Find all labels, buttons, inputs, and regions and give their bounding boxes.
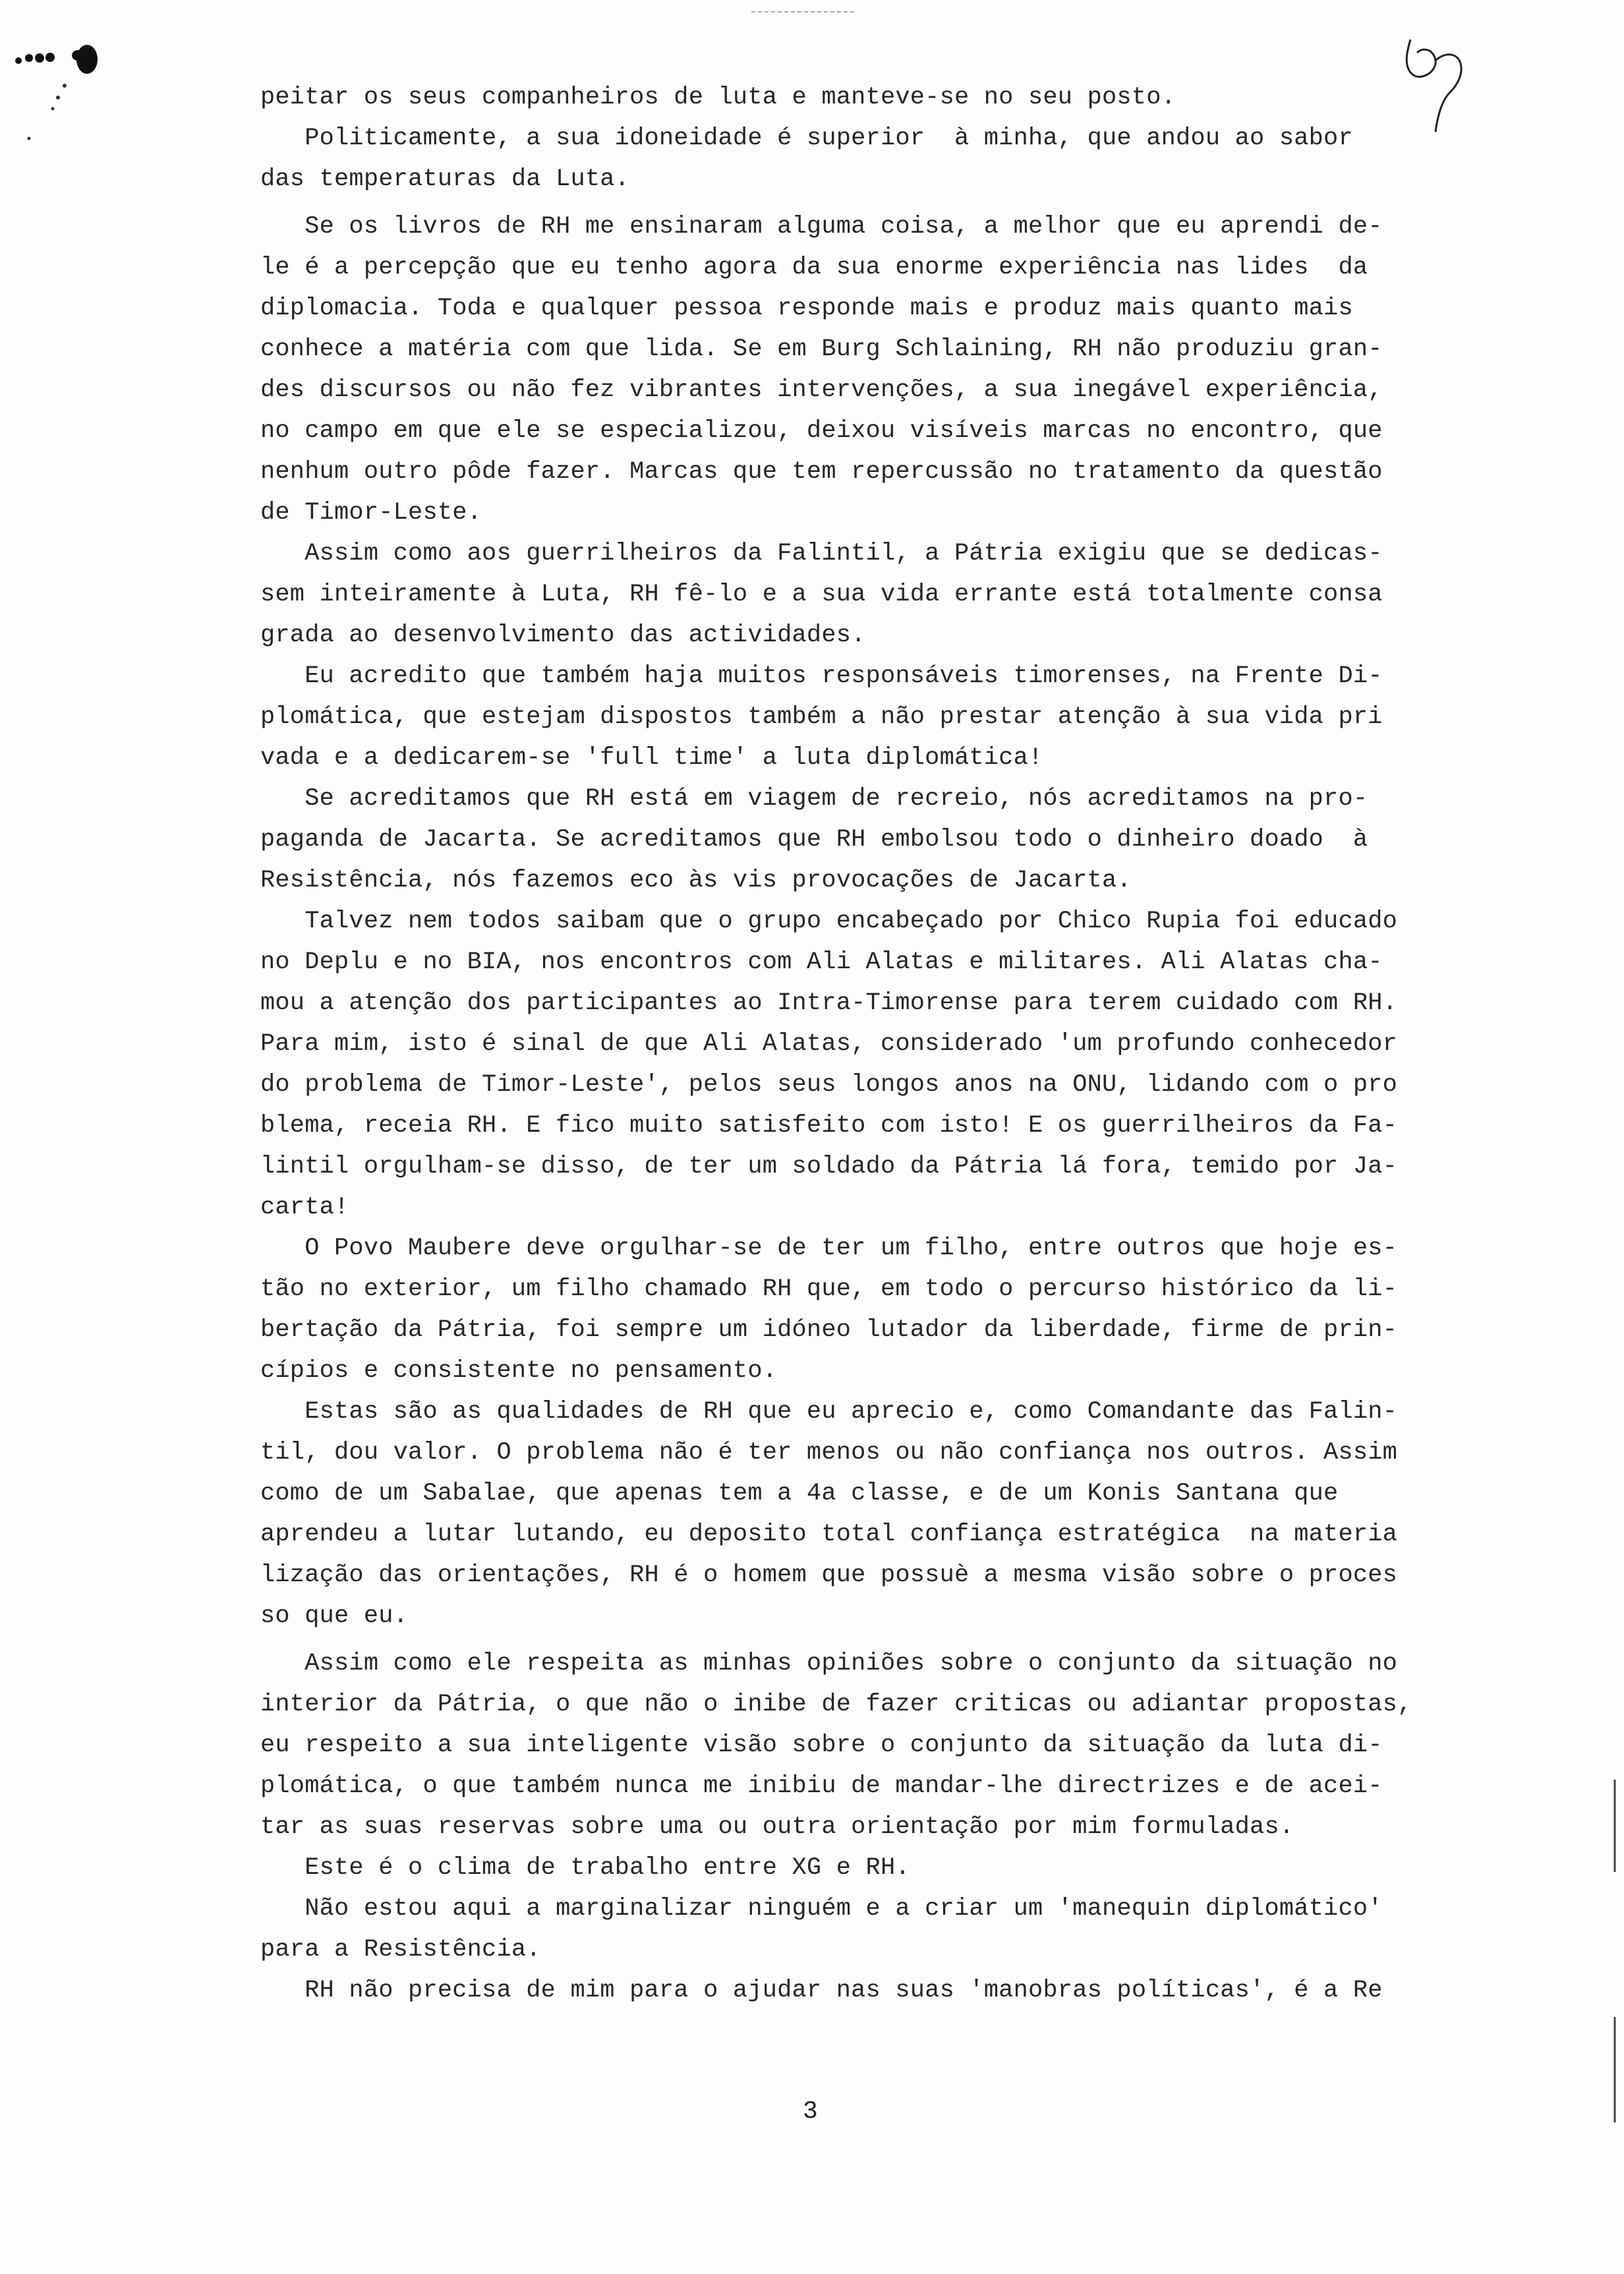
text-line: plomática, o que também nunca me inibiu de mandar-lhe directrizes e de acei- [260, 1772, 1383, 1800]
text-line: RH não precisa de mim para o ajudar nas suas 'manobras políticas', é a Re [260, 1977, 1383, 2004]
text-line: so que eu. [260, 1602, 409, 1630]
text-line: no Deplu e no BIA, nos encontros com Ali Alatas e militares. Ali Alatas cha- [260, 948, 1383, 976]
text-line: Se acreditamos que RH está em viagem de recreio, nós acreditamos na pro- [260, 785, 1368, 813]
text-line: lização das orientações, RH é o homem que possuè a mesma visão sobre o proces [260, 1561, 1398, 1589]
right-edge-marks [1608, 1780, 1621, 2122]
text-line: eu respeito a sua inteligente visão sobre o conjunto da situação da luta di- [260, 1732, 1383, 1759]
text-line: vada e a dedicarem-se 'full time' a luta diplomática! [260, 744, 1043, 772]
text-line: das temperaturas da Luta. [260, 165, 630, 193]
text-line: tar as suas reservas sobre uma ou outra orientação por mim formuladas. [260, 1813, 1294, 1841]
handwritten-page-mark [1397, 26, 1476, 138]
text-line: mou a atenção dos participantes ao Intra-Timorense para terem cuidado com RH. [260, 989, 1398, 1017]
text-line: plomática, que estejam dispostos também a não prestar atenção à sua vida pri [260, 703, 1383, 731]
text-line: cípios e consistente no pensamento. [260, 1357, 778, 1385]
text-line: lintil orgulham-se disso, de ter um soldado da Pátria lá fora, temido por Ja- [260, 1153, 1398, 1181]
top-edge-mark [751, 5, 857, 9]
text-line: Estas são as qualidades de RH que eu aprecio e, como Comandante das Falin- [260, 1398, 1398, 1426]
text-line: Politicamente, a sua idoneidade é superior à minha, que andou ao sabor [260, 125, 1353, 152]
text-line: Eu acredito que também haja muitos responsáveis timorenses, na Frente Di- [260, 662, 1383, 690]
ink-blot-marks [0, 0, 132, 158]
text-line: Talvez nem todos saibam que o grupo encabeçado por Chico Rupia foi educado [260, 908, 1398, 935]
text-line: interior da Pátria, o que não o inibe de fazer criticas ou adiantar propostas, [260, 1691, 1412, 1718]
text-line: aprendeu a lutar lutando, eu deposito total confiança estratégica na materia [260, 1521, 1398, 1548]
text-line: Este é o clima de trabalho entre XG e RH. [260, 1854, 910, 1882]
text-line: de Timor-Leste. [260, 499, 482, 527]
text-line: Para mim, isto é sinal de que Ali Alatas, considerado 'um profundo conhecedor [260, 1030, 1398, 1058]
page-number: 3 [803, 2097, 818, 2126]
text-line: Não estou aqui a marginalizar ninguém e a criar um 'manequin diplomático' [260, 1895, 1383, 1923]
text-line: nenhum outro pôde fazer. Marcas que tem repercussão no tratamento da questão [260, 458, 1383, 486]
text-line: conhece a matéria com que lida. Se em Burg Schlaining, RH não produziu gran- [260, 335, 1383, 363]
text-line: diplomacia. Toda e qualquer pessoa responde mais e produz mais quanto mais [260, 295, 1353, 322]
text-line: Resistência, nós fazemos eco às vis provocações de Jacarta. [260, 867, 1132, 894]
text-line: no campo em que ele se especializou, deixou visíveis marcas no encontro, que [260, 417, 1383, 445]
text-line: carta! [260, 1194, 349, 1221]
text-line: Se os livros de RH me ensinaram alguma coisa, a melhor que eu aprendi de- [260, 213, 1383, 241]
text-line: Assim como aos guerrilheiros da Falintil, a Pátria exigiu que se dedicas- [260, 540, 1383, 568]
text-line: le é a percepção que eu tenho agora da sua enorme experiência nas lides da [260, 254, 1368, 281]
text-line: Assim como ele respeita as minhas opiniões sobre o conjunto da situação no [260, 1650, 1398, 1677]
text-line: des discursos ou não fez vibrantes intervenções, a sua inegável experiência, [260, 376, 1383, 404]
text-line: peitar os seus companheiros de luta e manteve-se no seu posto. [260, 84, 1176, 111]
text-line: bertação da Pátria, foi sempre um idóneo lutador da liberdade, firme de prin- [260, 1316, 1398, 1344]
text-line: do problema de Timor-Leste', pelos seus longos anos na ONU, lidando com o pro [260, 1071, 1398, 1099]
text-line: para a Resistência. [260, 1936, 541, 1964]
text-line: blema, receia RH. E fico muito satisfeito com isto! E os guerrilheiros da Fa- [260, 1112, 1398, 1140]
text-line: tão no exterior, um filho chamado RH que, em todo o percurso histórico da li- [260, 1275, 1398, 1303]
text-line: grada ao desenvolvimento das actividades. [260, 622, 866, 649]
text-line: O Povo Maubere deve orgulhar-se de ter um filho, entre outros que hoje es- [260, 1235, 1398, 1262]
text-line: sem inteiramente à Luta, RH fê-lo e a sua vida errante está totalmente consa [260, 581, 1383, 608]
text-line: como de um Sabalae, que apenas tem a 4a classe, e de um Konis Santana que [260, 1480, 1339, 1507]
text-line: paganda de Jacarta. Se acreditamos que RH embolsou todo o dinheiro doado à [260, 826, 1368, 854]
text-line: til, dou valor. O problema não é ter menos ou não confiança nos outros. Assim [260, 1439, 1398, 1467]
